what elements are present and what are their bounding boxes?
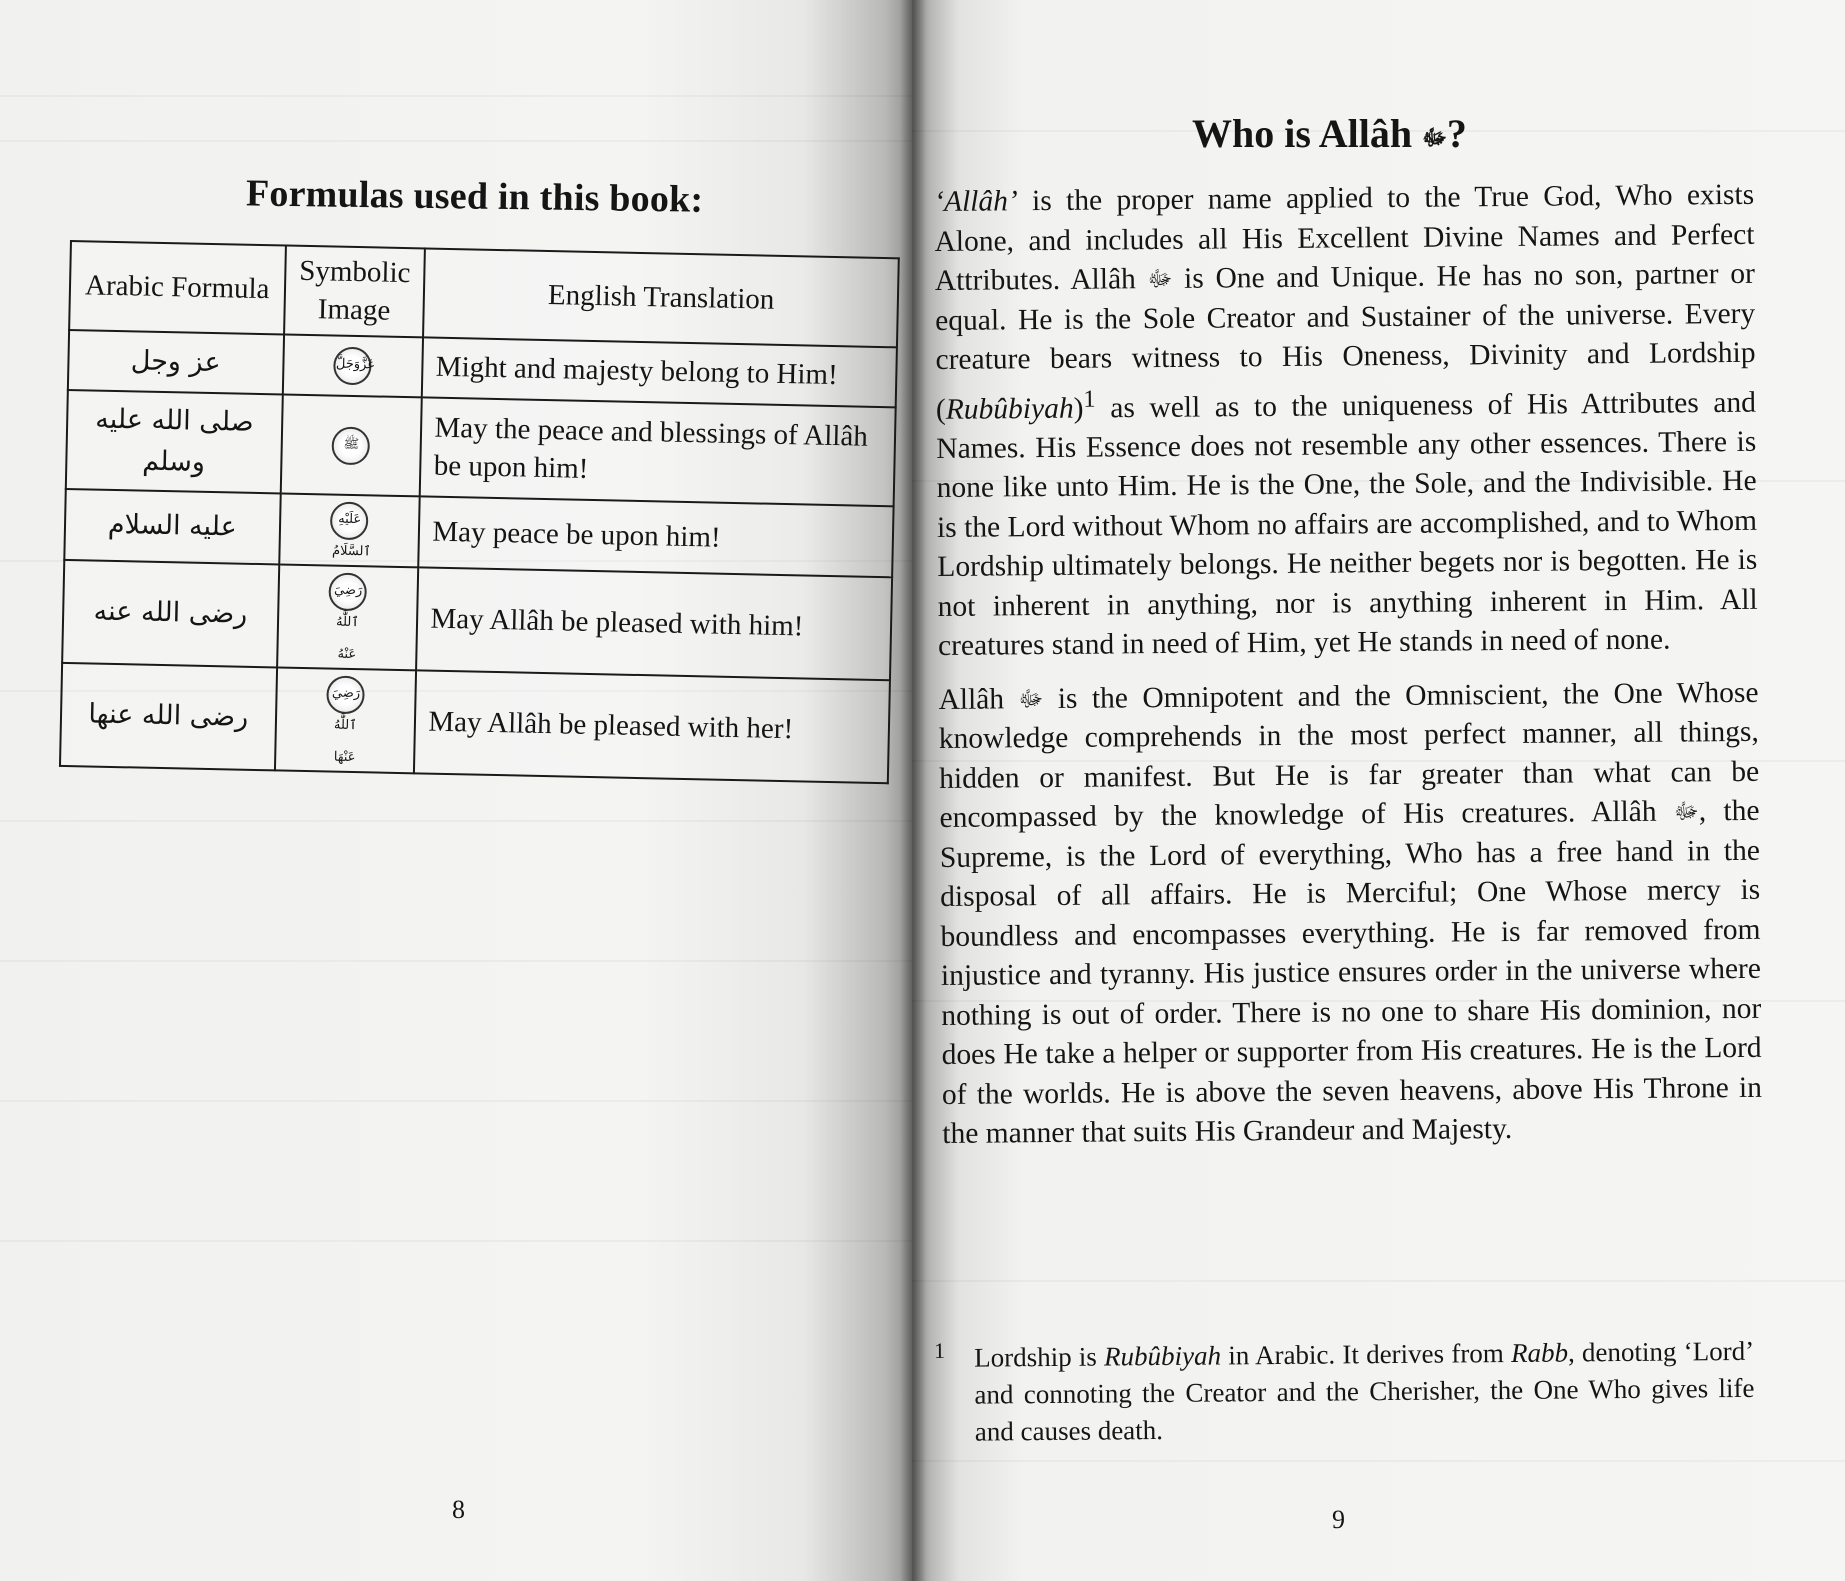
page-number-left: 8 — [452, 1495, 465, 1524]
table-row — [66, 390, 896, 506]
chapter-title-suffix: ? — [1446, 111, 1467, 156]
term-rububiyah: Rubûbiyah — [945, 392, 1074, 426]
arabic-formula-cell: رضى الله عنه — [62, 560, 279, 667]
body-text — [934, 176, 1763, 1169]
arabic-formula-cell: رضى الله عنها — [60, 663, 277, 770]
symbol-cell — [280, 395, 422, 497]
honorific-icon: ﷻ — [1018, 686, 1044, 713]
footnote — [934, 1333, 1755, 1451]
symbol-cell — [279, 494, 420, 568]
footnote-text — [974, 1333, 1755, 1451]
translation-cell: May Allâh be pleased with him! — [416, 567, 892, 680]
footnote-mark: 1 — [933, 1337, 946, 1363]
term-rububiyah: Rubûbiyah — [1103, 1340, 1222, 1372]
honorific-icon: ﷻ — [1147, 266, 1173, 293]
header-symbolic-image: Symbolic Image — [284, 246, 426, 338]
text-run: Allâh — [938, 683, 1019, 716]
text-run: is the proper name applied to the True God, Who exists Alone, and includes all His Excellent Divine Names and Perfect Attributes. Allâh — [934, 178, 1755, 297]
paragraph-1 — [934, 176, 1758, 667]
table-row — [62, 560, 892, 680]
text-run: as well as to the uniqueness of His Attributes and Names. His Essence does not resemble any other essences. There is none like unto Him. He is the One, the Sole, and the Indivisible. He is the Lord without Whom no affairs are accomplished, and to Whom Lordship ultimately belongs. He neither begets nor is begotten. He is not inherent in anything, nor is anything inherent in Him. All creatures stand in need of Him, yet He stands in need of none. — [936, 386, 1758, 663]
term-allah: ‘Allâh’ — [934, 185, 1018, 218]
symbol-cell — [277, 565, 419, 671]
translation-cell: May the peace and blessings of Allâh be upon him! — [420, 397, 896, 506]
honorific-icon: ﷻ — [1673, 799, 1699, 825]
honorific-seal-icon: عَلَيْهِ ٱلسَّلَامُ — [330, 502, 369, 541]
text-run: in Arabic. It derives from — [1220, 1337, 1512, 1371]
honorific-icon: ﷻ — [1422, 126, 1447, 151]
text-run: ) — [1073, 392, 1084, 425]
arabic-formula-cell: صلى الله عليه وسلم — [66, 390, 283, 493]
text-run: , denoting ‘Lord’ and connoting the Creator and the Cherisher, the One Who gives life and causes death. — [974, 1335, 1755, 1447]
honorific-seal-icon: رَضِيَ ٱللَّٰهُ عَنْهَا — [327, 676, 366, 715]
term-rabb: Rabb — [1510, 1337, 1569, 1368]
symbol-cell — [282, 335, 423, 398]
translation-cell: Might and majesty belong to Him! — [422, 338, 897, 408]
honorific-seal-icon: ﷺ — [332, 426, 371, 465]
text-run: Lordship is — [974, 1341, 1105, 1373]
arabic-formula-cell: عز وجل — [68, 330, 284, 394]
symbol-cell — [274, 667, 416, 773]
text-run: is the Omnipotent and the Omniscient, the One Whose knowledge comprehends in the most perfect manner, all things, hidden or manifest. But He is far greater than what can be encompassed by the knowledge of His creatures. Allâh — [938, 676, 1760, 835]
table-header-row — [69, 241, 899, 348]
paragraph-2 — [938, 674, 1762, 1155]
formulas-title: Formulas used in this book: — [245, 172, 704, 221]
header-english-translation: English Translation — [423, 248, 898, 347]
table-row — [60, 663, 890, 783]
formulas-table — [59, 240, 900, 784]
chapter-title-text: Who is Allâh — [1192, 111, 1413, 156]
page-number-right: 9 — [1332, 1505, 1345, 1534]
honorific-seal-icon: عَزَّوَجَلَّ — [334, 347, 373, 386]
book-spine — [900, 0, 926, 1581]
translation-cell: May peace be upon him! — [419, 496, 894, 577]
honorific-seal-icon: رَضِيَ ٱللَّٰهُ عَنْهُ — [329, 573, 368, 612]
arabic-formula-cell: عليه السلام — [64, 489, 280, 564]
text-run: , the Supreme, is the Lord of everything, Who has a free hand in the disposal of all affairs. He is Merciful; One Whose mercy is boundless and encompasses everything. He is far removed from injustice and tyranny. His justice ensures order in the universe where nothing is out of order. There is no one to share His dominion, nor does He take a helper or supporter from His creatures. He is the Lord of the worlds. He is above the seven heavens, above His Throne in the manner that suits His Grandeur and Majesty. — [939, 795, 1763, 1151]
footnote-reference[interactable]: 1 — [1083, 385, 1096, 413]
left-page — [0, 0, 912, 1581]
translation-cell: May Allâh be pleased with her! — [414, 670, 890, 783]
header-arabic-formula: Arabic Formula — [69, 241, 285, 335]
text-run: is One and Unique. He has no son, partner or equal. He is the Sole Creator and Sustainer of the universe. Every creature bears witness to His Oneness, Divinity and Lordship ( — [935, 257, 1756, 426]
chapter-title — [1192, 110, 1467, 157]
